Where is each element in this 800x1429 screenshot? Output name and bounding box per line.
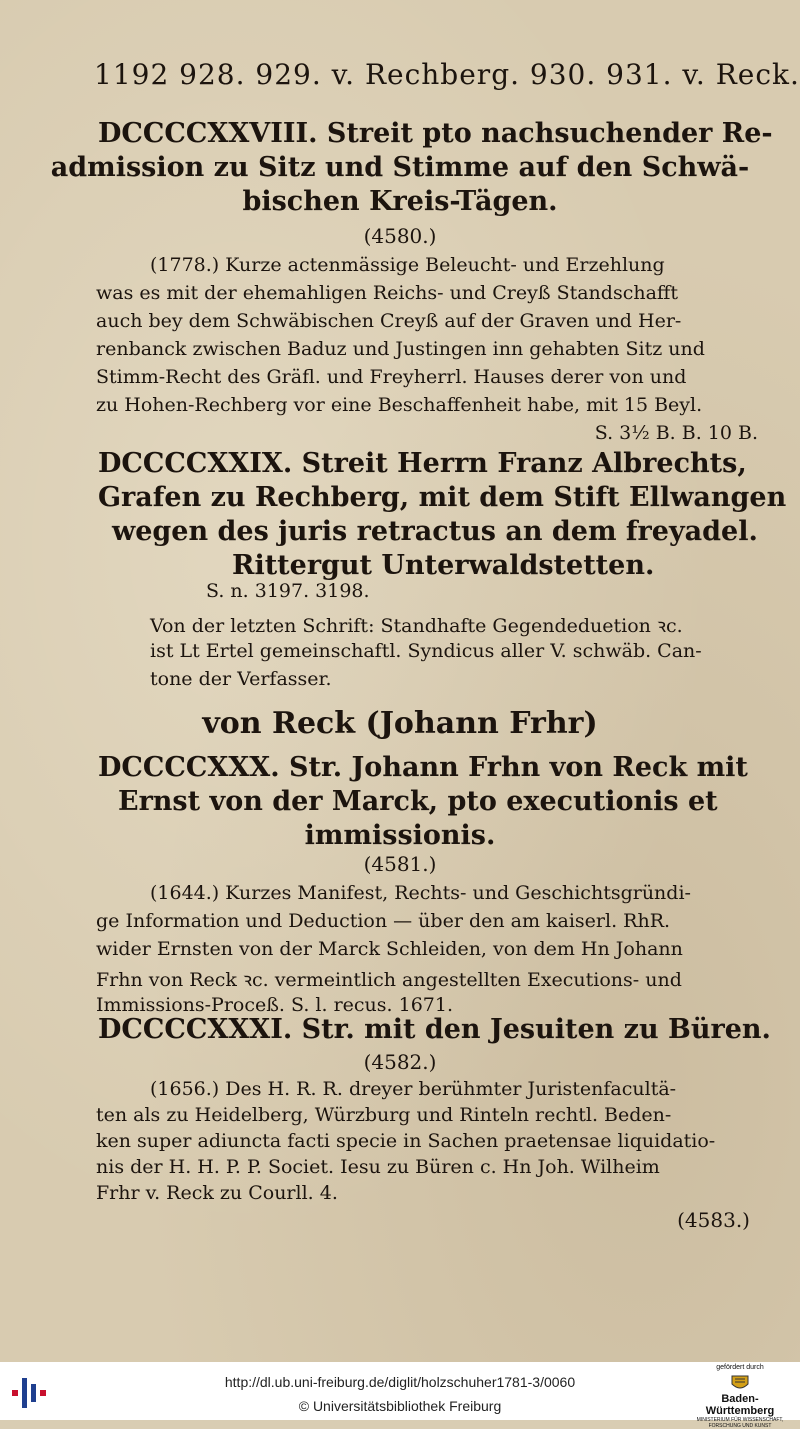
section-930-body-line: Frhn von Reck ꝛc. vermeintlich angestellten Executions- und [96, 969, 682, 991]
section-931-number: (4582.) [363, 1050, 437, 1074]
section-928-body-line: (1778.) Kurze actenmässige Beleucht- und Erzehlung [150, 254, 665, 276]
section-929-body-line: Von der letzten Schrift: Standhafte Gegendeduetion ꝛc. [150, 615, 683, 637]
sponsor-block [690, 1364, 790, 1429]
section-930-number: (4581.) [363, 852, 437, 876]
section-928-body-line: was es mit der ehemahligen Reichs- und Creyß Standschafft [96, 282, 679, 304]
section-931-body-line: ten als zu Heidelberg, Würzburg und Rinteln rechtl. Beden- [96, 1104, 672, 1126]
copyright-text: © Universitätsbibliothek Freiburg [298, 1398, 502, 1414]
section-930-body-line: (1644.) Kurzes Manifest, Rechts- und Geschichtsgründi- [150, 882, 691, 904]
section-928-extent: S. 3½ B. B. 10 B. [594, 422, 758, 444]
sponsor-subtitle: MINISTERIUM FÜR WISSENSCHAFT, FORSCHUNG UND KUNST [696, 1417, 784, 1429]
section-928-title-line-1: DCCCCXXVIII. Streit pto nachsuchender Re- [98, 118, 773, 149]
section-930-body-line: Immissions-Proceß. S. l. recus. 1671. [96, 994, 454, 1016]
section-929-body-line: tone der Verfasser. [150, 668, 332, 690]
section-930-title-line-1: DCCCCXXX. Str. Johann Frhn von Reck mit [98, 752, 748, 783]
section-931-body-line: ken super adiuncta facti specie in Sachen praetensae liquidatio- [96, 1130, 716, 1152]
section-928-title-line-3: bischen Kreis-Tägen. [242, 186, 558, 217]
section-929-title-line-1: DCCCCXXIX. Streit Herrn Franz Albrechts, [98, 448, 747, 479]
sponsor-label: gefördert durch [716, 1364, 764, 1371]
sponsor-name: Baden-Württemberg [705, 1393, 775, 1417]
section-931-body-line: nis der H. H. P. P. Societ. Iesu zu Büren c. Hn Joh. Wilheim [96, 1156, 660, 1178]
section-929-reference: S. n. 3197. 3198. [206, 580, 370, 602]
state-crest-icon [728, 1374, 752, 1392]
section-928-body-line: zu Hohen-Rechberg vor eine Beschaffenheit habe, mit 15 Beyl. [96, 394, 703, 416]
section-930-title-line-3: immissionis. [304, 820, 496, 851]
section-928-body-line: Stimm-Recht des Gräfl. und Freyherrl. Hauses derer von und [96, 366, 687, 388]
running-header: 1192 928. 929. v. Rechberg. 930. 931. v. Reck. [94, 58, 800, 91]
section-929-body-line: ist Lt Ertel gemeinschaftl. Syndicus aller V. schwäb. Can- [150, 640, 702, 662]
person-heading: von Reck (Johann Frhr) [202, 706, 598, 741]
section-930-title-line-2: Ernst von der Marck, pto executionis et [118, 786, 718, 817]
footer-bar [0, 1362, 800, 1429]
section-928-body-line: auch bey dem Schwäbischen Creyß auf der Graven und Her- [96, 310, 682, 332]
section-928-number: (4580.) [363, 224, 437, 248]
section-931-body-line: (1656.) Des H. R. R. dreyer berühmter Juristenfacultä- [150, 1078, 677, 1100]
section-928-body-line: renbanck zwischen Baduz und Justingen inn gehabten Sitz und [96, 338, 705, 360]
section-929-title-line-2: Grafen zu Rechberg, mit dem Stift Ellwangen [98, 482, 787, 513]
section-930-body-line: ge Information und Deduction — über den am kaiserl. RhR. [96, 910, 671, 932]
section-931-body-line: Frhr v. Reck zu Courll. 4. [96, 1182, 338, 1204]
section-928-title-line-2: admission zu Sitz und Stimme auf den Schwä- [50, 152, 750, 183]
section-930-body-line: wider Ernsten von der Marck Schleiden, von dem Hn Johann [96, 938, 683, 960]
next-entry-number: (4583.) [677, 1208, 750, 1232]
permalink-url[interactable]: http://dl.ub.uni-freiburg.de/diglit/holzschuher1781-3/0060 [224, 1374, 576, 1390]
section-929-title-line-4: Rittergut Unterwaldstetten. [232, 550, 655, 581]
section-931-title: DCCCCXXXI. Str. mit den Jesuiten zu Büren. [98, 1014, 771, 1045]
section-929-title-line-3: wegen des juris retractus an dem freyadel. [112, 516, 758, 547]
